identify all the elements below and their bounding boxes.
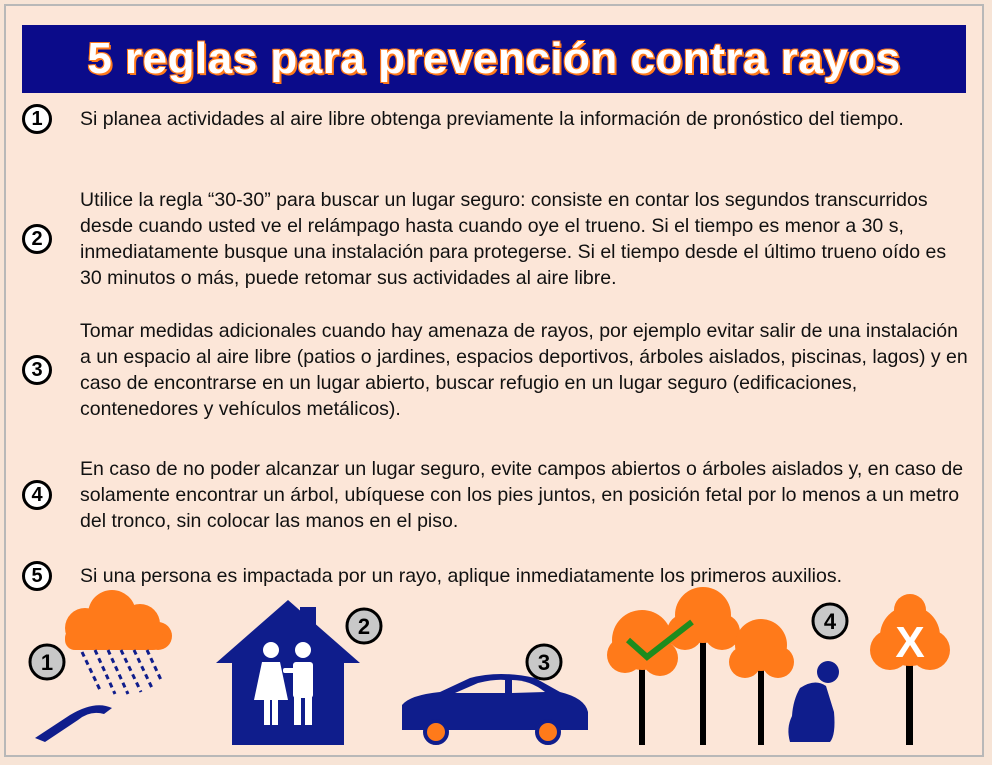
rule-text: Tomar medidas adicionales cuando hay amenaza de rayos, por ejemplo evitar salir de una instalación a un espacio al aire libre (patios o jardines, espacios deportivos, árboles aislados, piscinas, lagos) y en caso de encontrarse en un lugar abierto, buscar refugio en un lugar seguro (edificaciones, contenedores y vehículos metálicos). — [80, 320, 968, 420]
trees-icon — [607, 587, 794, 745]
rule-number-badge: 3 — [22, 355, 52, 385]
rain-cloud-icon — [65, 590, 172, 694]
rule-text: Si una persona es impactada por un rayo, aplique inmediatamente los primeros auxilios. — [80, 565, 843, 587]
rule-text: En caso de no poder alcanzar un lugar seguro, evite campos abiertos o árboles aislados y, en caso de solamente encontrar un árbol, ubíquese con los pies juntos, en posición fetal por lo menos a un metro del tronco, sin colocar las manos en el piso. — [80, 458, 964, 532]
rule-text: Si planea actividades al aire libre obtenga previamente la información de pronóstico del tiempo. — [80, 108, 904, 130]
page-title: 5 reglas para prevención contra rayos — [87, 34, 901, 83]
car-icon — [402, 674, 588, 743]
rule-number-badge: 4 — [22, 480, 52, 510]
rule-1 — [22, 104, 972, 134]
rule-number-badge: 1 — [22, 104, 52, 134]
rule-2 — [22, 187, 972, 291]
rule-text: Utilice la regla “30-30” para buscar un lugar seguro: consiste en contar los segundos transcurridos desde cuando usted ve el relámpago hasta cuando oye el trueno. Si el tiempo es menor a 30 s, inmediatamente busque una instalación para protegerse. Si el tiempo desde el último trueno oído es 30 minutos o más, puede retomar sus actividades al aire libre. — [80, 189, 947, 289]
badge-number: 1 — [40, 650, 54, 675]
rule-number-badge: 5 — [22, 561, 52, 591]
crouching-person-icon — [788, 661, 839, 742]
rule-number-badge: 2 — [22, 224, 52, 254]
badge-number: 3 — [537, 650, 551, 675]
house-icon — [216, 600, 360, 745]
badge-number: 4 — [823, 609, 837, 634]
cross-icon: X — [895, 618, 925, 667]
person-arm-icon — [35, 705, 112, 742]
illustrations-strip — [0, 585, 992, 760]
badge-4 — [813, 604, 847, 638]
title-bar — [22, 25, 966, 93]
rule-4 — [22, 456, 972, 534]
rule-3 — [22, 318, 972, 422]
isolated-tree-icon — [870, 594, 950, 745]
badge-2 — [347, 609, 381, 643]
badge-number: 2 — [357, 614, 371, 639]
badge-3 — [527, 645, 561, 679]
badge-1 — [30, 645, 64, 679]
